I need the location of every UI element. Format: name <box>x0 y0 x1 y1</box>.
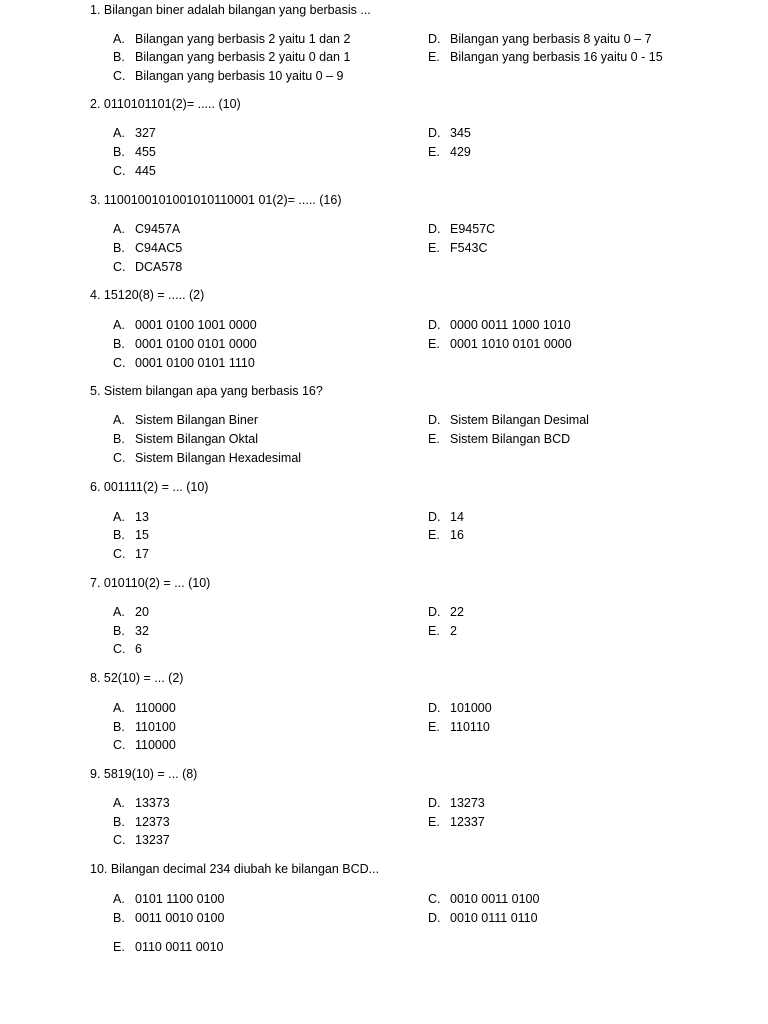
option-text: 0011 0010 0100 <box>135 911 225 925</box>
option-d <box>428 700 492 716</box>
option-text: C94AC5 <box>135 241 183 255</box>
option-d <box>428 125 471 141</box>
option-d <box>428 795 485 811</box>
option-e <box>428 527 464 543</box>
option-a <box>113 125 156 141</box>
option-text: Bilangan yang berbasis 10 yaitu 0 – 9 <box>135 69 344 83</box>
option-text: 101000 <box>450 701 492 715</box>
option-letter: C. <box>113 164 126 178</box>
option-text: F543C <box>450 241 488 255</box>
option-text: 0110 0011 0010 <box>135 940 224 954</box>
option-letter: B. <box>113 720 125 734</box>
option-text: Sistem Bilangan BCD <box>450 432 571 446</box>
option-text: 455 <box>135 145 156 159</box>
option-letter: E. <box>428 241 440 255</box>
option-letter: E. <box>428 624 440 638</box>
question-text: 6. 001111(2) = ... (10) <box>90 480 209 494</box>
option-letter: A. <box>113 32 125 46</box>
option-c <box>113 259 182 275</box>
option-b <box>113 431 258 447</box>
option-letter: B. <box>113 337 125 351</box>
option-letter: A. <box>113 892 125 906</box>
option-text: 0001 0100 0101 1110 <box>135 356 255 370</box>
option-text: Bilangan yang berbasis 8 yaitu 0 – 7 <box>450 32 652 46</box>
option-letter: A. <box>113 510 125 524</box>
option-letter: B. <box>113 911 125 925</box>
option-e <box>428 719 490 735</box>
option-a <box>113 891 224 907</box>
option-c <box>113 450 301 466</box>
option-a <box>113 317 257 333</box>
option-letter: A. <box>113 701 125 715</box>
option-text: Bilangan yang berbasis 16 yaitu 0 - 15 <box>450 50 663 64</box>
question-text: 3. 1100100101001010110001 01(2)= ..... (16) <box>90 193 342 207</box>
option-e <box>428 240 488 256</box>
option-text: 12337 <box>450 815 485 829</box>
option-text: 110000 <box>135 701 176 715</box>
option-text: Bilangan yang berbasis 2 yaitu 1 dan 2 <box>135 32 351 46</box>
option-letter: A. <box>113 126 125 140</box>
option-a <box>113 509 149 525</box>
option-b <box>113 527 149 543</box>
option-letter: E. <box>113 940 125 954</box>
option-letter: B. <box>113 432 125 446</box>
option-letter: D. <box>428 796 441 810</box>
option-e <box>428 336 572 352</box>
option-text: 13 <box>135 510 149 524</box>
option-text: 345 <box>450 126 471 140</box>
option-text: 0101 1100 0100 <box>135 892 225 906</box>
option-text: 429 <box>450 145 471 159</box>
option-letter: C. <box>113 260 126 274</box>
option-c <box>113 737 176 753</box>
option-b <box>113 336 257 352</box>
question-text: 2. 0110101101(2)= ..... (10) <box>90 97 241 111</box>
option-a <box>113 700 176 716</box>
option-text: 0001 0100 1001 0000 <box>135 318 257 332</box>
option-text: 110110 <box>450 720 490 734</box>
question-text: 10. Bilangan decimal 234 diubah ke bilangan BCD... <box>90 862 380 876</box>
option-text: C9457A <box>135 222 181 236</box>
option-text: 0001 1010 0101 0000 <box>450 337 572 351</box>
option-letter: A. <box>113 222 125 236</box>
option-a <box>113 604 149 620</box>
option-d <box>428 509 464 525</box>
option-letter: D. <box>428 605 441 619</box>
option-letter: D. <box>428 126 441 140</box>
option-b <box>113 719 176 735</box>
option-b <box>113 49 350 65</box>
question-text: 4. 15120(8) = ..... (2) <box>90 288 205 302</box>
option-letter: E. <box>428 145 440 159</box>
option-letter: B. <box>113 145 125 159</box>
option-letter: C. <box>113 451 126 465</box>
option-c <box>113 68 343 84</box>
option-b <box>113 144 156 160</box>
option-text: 445 <box>135 164 156 178</box>
option-text: Sistem Bilangan Hexadesimal <box>135 451 302 465</box>
option-letter: E. <box>428 50 440 64</box>
option-c <box>113 163 156 179</box>
question-text: 8. 52(10) = ... (2) <box>90 671 184 685</box>
option-letter: E. <box>428 337 440 351</box>
option-letter: D. <box>428 222 441 236</box>
option-c <box>113 832 170 848</box>
option-b <box>113 240 182 256</box>
option-letter: E. <box>428 432 440 446</box>
option-text: Sistem Bilangan Oktal <box>135 432 258 446</box>
option-b <box>113 623 149 639</box>
question-text: 1. Bilangan biner adalah bilangan yang berbasis ... <box>90 3 371 17</box>
option-letter: A. <box>113 796 125 810</box>
option-d <box>428 412 589 428</box>
option-text: 15 <box>135 528 149 542</box>
option-d <box>428 317 571 333</box>
option-text: Bilangan yang berbasis 2 yaitu 0 dan 1 <box>135 50 351 64</box>
option-letter: B. <box>113 528 125 542</box>
option-text: 327 <box>135 126 156 140</box>
option-text: 12373 <box>135 815 170 829</box>
option-letter: D. <box>428 510 441 524</box>
option-text: 2 <box>450 624 457 638</box>
option-e <box>428 144 471 160</box>
option-c <box>113 641 142 657</box>
option-letter: D. <box>428 32 441 46</box>
option-letter: A. <box>113 318 125 332</box>
option-text: E9457C <box>450 222 496 236</box>
option-e <box>113 939 224 955</box>
option-letter: A. <box>113 413 125 427</box>
option-e <box>428 431 570 447</box>
option-c <box>428 891 539 907</box>
option-text: 0001 0100 0101 0000 <box>135 337 257 351</box>
option-letter: C. <box>428 892 441 906</box>
option-text: 22 <box>450 605 464 619</box>
option-letter: A. <box>113 605 125 619</box>
option-text: DCA578 <box>135 260 183 274</box>
option-a <box>113 412 258 428</box>
option-letter: C. <box>113 356 126 370</box>
option-text: 110100 <box>135 720 176 734</box>
option-d <box>428 910 538 926</box>
option-text: 16 <box>450 528 464 542</box>
option-letter: C. <box>113 69 126 83</box>
option-letter: D. <box>428 318 441 332</box>
option-letter: B. <box>113 50 125 64</box>
option-letter: E. <box>428 815 440 829</box>
option-letter: E. <box>428 720 440 734</box>
option-text: 13373 <box>135 796 170 810</box>
option-b <box>113 910 224 926</box>
option-text: 13273 <box>450 796 485 810</box>
option-text: 6 <box>135 642 142 656</box>
option-letter: C. <box>113 547 126 561</box>
option-text: Sistem Bilangan Biner <box>135 413 258 427</box>
option-text: 0000 0011 1000 1010 <box>450 318 571 332</box>
question-text: 5. Sistem bilangan apa yang berbasis 16? <box>90 384 323 398</box>
option-letter: C. <box>113 642 126 656</box>
option-a <box>113 31 350 47</box>
option-letter: B. <box>113 624 125 638</box>
option-text: 20 <box>135 605 149 619</box>
option-text: 110000 <box>135 738 176 752</box>
option-d <box>428 604 464 620</box>
option-text: Sistem Bilangan Desimal <box>450 413 589 427</box>
option-d <box>428 221 495 237</box>
option-letter: E. <box>428 528 440 542</box>
option-text: 13237 <box>135 833 170 847</box>
option-text: 14 <box>450 510 464 524</box>
option-e <box>428 814 485 830</box>
option-letter: D. <box>428 911 441 925</box>
option-letter: D. <box>428 413 441 427</box>
option-text: 0010 0111 0110 <box>450 911 538 925</box>
option-text: 17 <box>135 547 149 561</box>
option-e <box>428 623 457 639</box>
option-letter: B. <box>113 815 125 829</box>
option-letter: C. <box>113 833 126 847</box>
option-letter: C. <box>113 738 126 752</box>
option-text: 0010 0011 0100 <box>450 892 540 906</box>
option-d <box>428 31 652 47</box>
option-e <box>428 49 663 65</box>
option-c <box>113 355 255 371</box>
option-a <box>113 795 170 811</box>
option-c <box>113 546 149 562</box>
question-text: 9. 5819(10) = ... (8) <box>90 767 198 781</box>
option-a <box>113 221 180 237</box>
option-b <box>113 814 170 830</box>
option-letter: B. <box>113 241 125 255</box>
option-letter: D. <box>428 701 441 715</box>
question-text: 7. 010110(2) = ... (10) <box>90 576 211 590</box>
option-text: 32 <box>135 624 149 638</box>
